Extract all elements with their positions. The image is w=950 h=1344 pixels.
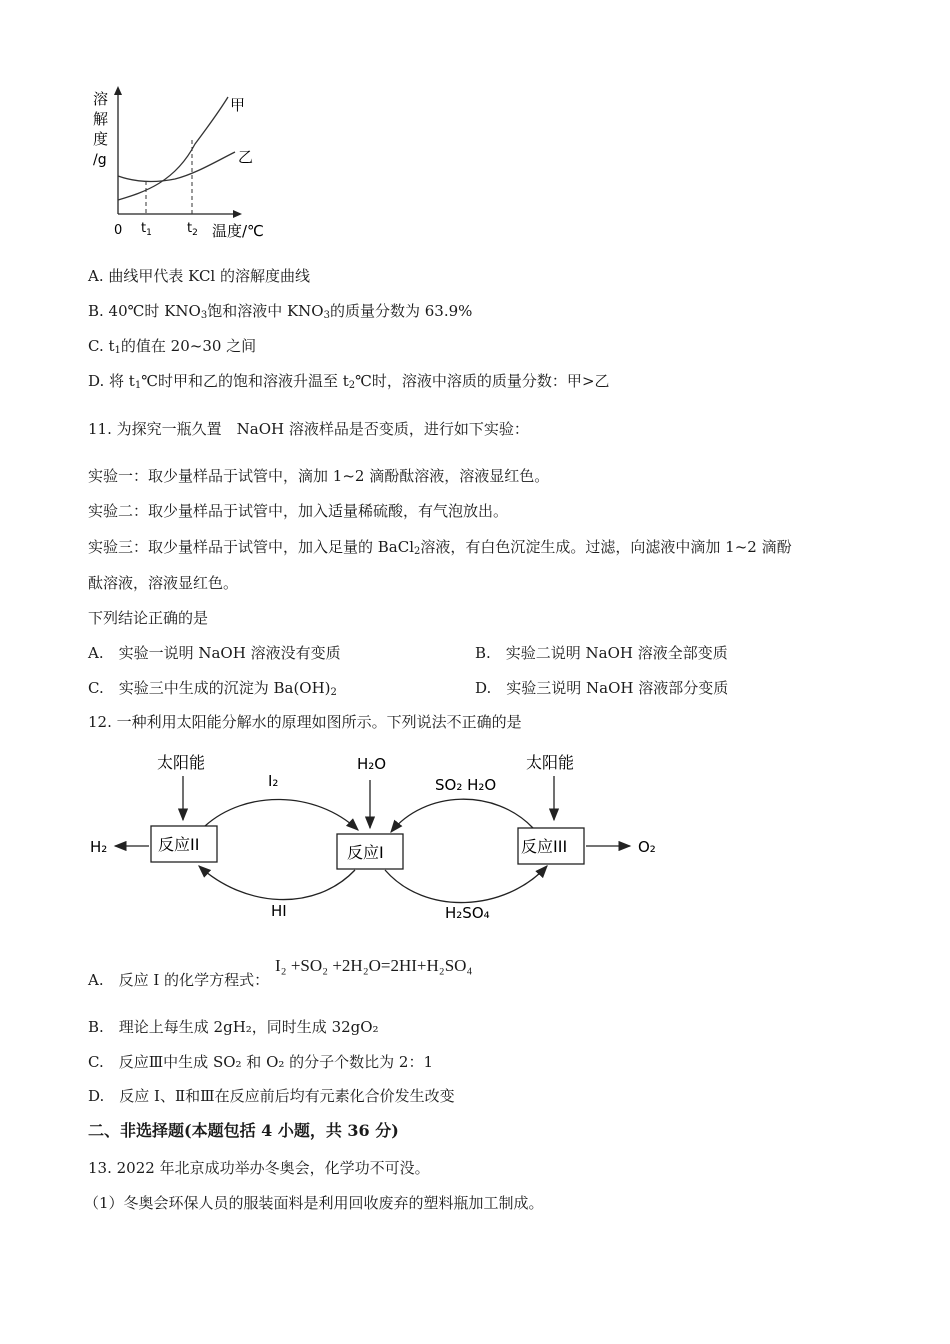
i2-label: I₂ bbox=[268, 772, 279, 790]
t2-label: $t_2$ bbox=[187, 221, 198, 238]
q11-ask: 下列结论正确的是 bbox=[88, 609, 209, 627]
h2so4-arc bbox=[385, 866, 547, 903]
q12-stem: 12. 一种利用太阳能分解水的原理如图所示。下列说法不正确的是 bbox=[88, 713, 522, 731]
y-axis-label-2: 解 bbox=[93, 110, 109, 128]
q11-option-a: A. 实验一说明 NaOH 溶液没有变质 bbox=[88, 644, 341, 662]
q13-part1: （1）冬奥会环保人员的服装面料是利用回收废弃的塑料瓶加工制成。 bbox=[84, 1194, 544, 1212]
q10-option-d: D. 将 $t_1℃$时甲和乙的饱和溶液升温至 $t_2℃$时，溶液中溶质的质量分数：甲>乙 bbox=[88, 372, 610, 391]
x-axis-label: 温度/℃ bbox=[212, 222, 264, 240]
x-axis-arrow bbox=[233, 210, 242, 218]
curve-yi bbox=[118, 152, 235, 181]
y-axis-label-4: /g bbox=[93, 152, 107, 168]
hi-arc bbox=[199, 866, 355, 900]
so2-h2o-arc bbox=[391, 799, 533, 832]
q12-option-b: B. 理论上每生成 2gH₂，同时生成 32gO₂ bbox=[88, 1018, 379, 1036]
q11-option-c: C. 实验三中生成的沉淀为 $Ba(OH)_2$ bbox=[88, 679, 337, 698]
so2-h2o-label: SO₂ H₂O bbox=[435, 776, 497, 794]
h2o-label: H₂O bbox=[357, 755, 387, 773]
h2so4-label: H₂SO₄ bbox=[445, 904, 490, 922]
curve-yi-label: 乙 bbox=[238, 148, 254, 166]
reaction-3-label: 反应III bbox=[521, 837, 568, 856]
solubility-chart bbox=[85, 82, 285, 242]
section-2-heading: 二、非选择题(本题包括 4 小题，共 36 分) bbox=[88, 1121, 399, 1140]
y-axis-arrow bbox=[114, 86, 122, 95]
q11-exp1: 实验一：取少量样品于试管中，滴加 1~2 滴酚酞溶液，溶液显红色。 bbox=[88, 467, 550, 485]
hi-label: HI bbox=[271, 902, 287, 920]
q11-exp2: 实验二：取少量样品于试管中，加入适量稀硫酸，有气泡放出。 bbox=[88, 502, 509, 520]
i2-arc bbox=[205, 799, 358, 830]
q11-stem: 11. 为探究一瓶久置 NaOH 溶液样品是否变质，进行如下实验： bbox=[88, 420, 529, 438]
reaction-1-label: 反应I bbox=[347, 843, 384, 862]
q10-option-b: B. 40℃时 $KNO_3$饱和溶液中 $KNO_3$的质量分数为 63.9% bbox=[88, 302, 473, 321]
q11-option-d: D. 实验三说明 NaOH 溶液部分变质 bbox=[475, 679, 729, 697]
q11-exp3-cont: 酞溶液，溶液显红色。 bbox=[88, 574, 239, 592]
water-splitting-diagram bbox=[85, 742, 685, 927]
sun-right-label: 太阳能 bbox=[526, 753, 575, 772]
q12-option-c: C. 反应Ⅲ中生成 SO₂ 和 O₂ 的分子个数比为 2：1 bbox=[88, 1053, 434, 1071]
q12-option-a: A. 反应 I 的化学方程式： bbox=[88, 971, 270, 989]
origin-label: 0 bbox=[114, 223, 123, 238]
reaction-2-label: 反应II bbox=[158, 835, 200, 854]
q12-equation: I₂ +SO₂ +2H₂O=2HI+H₂SO₄ bbox=[275, 956, 473, 975]
h2-label: H₂ bbox=[90, 838, 108, 856]
y-axis-label-3: 度 bbox=[93, 130, 109, 148]
t1-label: $t_1$ bbox=[141, 221, 152, 238]
y-axis-label-1: 溶 bbox=[93, 90, 109, 108]
q10-option-a: A. 曲线甲代表 KCl 的溶解度曲线 bbox=[88, 267, 310, 285]
sun-left-label: 太阳能 bbox=[157, 753, 206, 772]
q11-exp3: 实验三：取少量样品于试管中，加入足量的 BaCl$_2$溶液，有白色沉淀生成。过滤，向滤液中滴加 1~2 滴酚 bbox=[88, 538, 792, 557]
q11-option-b: B. 实验二说明 NaOH 溶液全部变质 bbox=[475, 644, 728, 662]
curve-jia-label: 甲 bbox=[230, 96, 246, 114]
curve-jia bbox=[118, 97, 228, 200]
q10-option-c: C. $t_1$的值在 20~30 之间 bbox=[88, 337, 257, 356]
o2-label: O₂ bbox=[638, 838, 656, 856]
q13-stem: 13. 2022 年北京成功举办冬奥会，化学功不可没。 bbox=[88, 1159, 430, 1177]
q12-option-d: D. 反应 I、Ⅱ和Ⅲ在反应前后均有元素化合价发生改变 bbox=[88, 1087, 455, 1105]
